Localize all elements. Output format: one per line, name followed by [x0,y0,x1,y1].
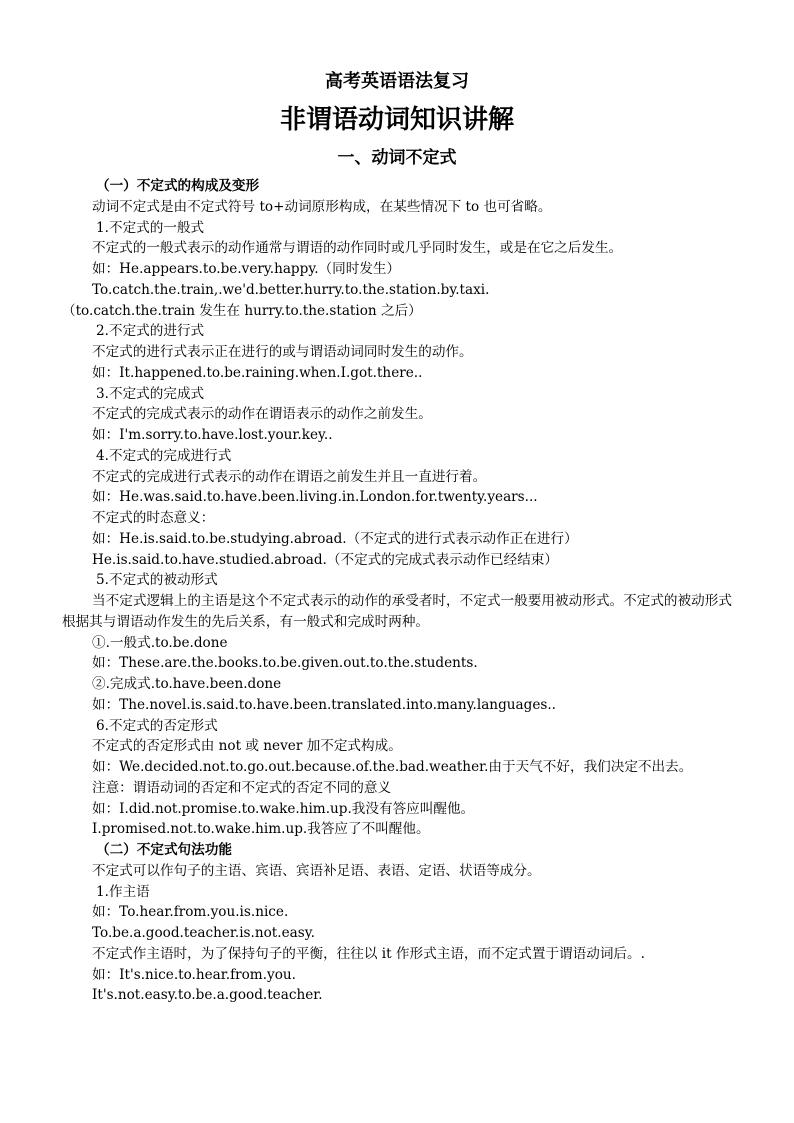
example-line: ①.一般式.to.be.done [92,634,228,651]
paragraph: 不定式的完成进行式表示的动作在谓语之前发生并且一直进行着。 [92,468,487,485]
paragraph: 动词不定式是由不定式符号 to+动词原形构成，在某些情况下 to 也可省略。 [92,198,552,215]
example-line: 如：To.hear.from.you.is.nice. [92,904,289,921]
example-line: To.catch.the.train,.we'd.better.hurry.to.the.station.by.taxi. [92,281,490,298]
example-line: 如：He.was.said.to.have.been.living.in.London.for.twenty.years... [92,489,538,506]
paragraph: 不定式的时态意义： [92,510,215,526]
document-title: 非谓语动词知识讲解 [279,105,514,135]
example-line: 如：I.did.not.promise.to.wake.him.up.我没有答应叫醒他。 [92,800,475,817]
point-title-subject: 1.作主语 [96,883,150,900]
example-line: He.is.said.to.have.studied.abroad.（不定式的完成式表示动作已经结束） [92,551,558,568]
example-line: I.promised.not.to.wake.him.up.我答应了不叫醒他。 [92,821,430,838]
point-title-4: 4.不定式的完成进行式 [96,447,232,464]
paragraph: 不定式可以作句子的主语、宾语、宾语补足语、表语、定语、状语等成分。 [92,862,541,879]
subsection-heading-1: （一）不定式的构成及变形 [96,178,260,194]
example-line: （to.catch.the.train 发生在 hurry.to.the.station 之后） [62,302,422,319]
example-line: 如：The.novel.is.said.to.have.been.translated.into.many.languages.. [92,696,556,713]
subsection-heading-2: （二）不定式句法功能 [96,842,232,858]
paragraph: 注意：谓语动词的否定和不定式的否定不同的意义 [92,779,392,796]
point-title-1: 1.不定式的一般式 [96,219,205,236]
example-line: 如：It's.nice.to.hear.from.you. [92,966,296,983]
example-line: ②.完成式.to.have.been.done [92,676,282,692]
example-line: It's.not.easy.to.be.a.good.teacher. [92,987,323,1004]
paragraph: 不定式作主语时，为了保持句子的平衡，往往以 it 作形式主语，而不定式置于谓语动词后。. [92,945,645,962]
example-line: 如：I'm.sorry.to.have.lost.your.key.. [92,427,333,443]
section-heading: 一、动词不定式 [337,148,457,168]
example-line: 如：He.is.said.to.be.studying.abroad.（不定式的进行式表示动作正在进行） [92,530,578,547]
document-subtitle: 高考英语语法复习 [325,71,469,92]
example-line: To.be.a.good.teacher.is.not.easy. [92,925,315,941]
example-line: 如：These.are.the.books.to.be.given.out.to.the.students. [92,655,478,672]
example-line: 如：We.decided.not.to.go.out.because.of.the.bad.weather.由于天气不好，我们决定不出去。 [92,759,693,775]
point-title-5: 5.不定式的被动形式 [96,572,218,589]
paragraph: 不定式的完成式表示的动作在谓语表示的动作之前发生。 [92,406,432,423]
point-title-3: 3.不定式的完成式 [96,385,205,402]
paragraph: 不定式的否定形式由 not 或 never 加不定式构成。 [92,738,402,755]
paragraph: 不定式的一般式表示的动作通常与谓语的动作同时或几乎同时发生，或是在它之后发生。 [92,240,623,257]
paragraph: 不定式的进行式表示正在进行的或与谓语动词同时发生的动作。 [92,344,473,360]
point-title-6: 6.不定式的否定形式 [96,717,218,734]
point-title-2: 2.不定式的进行式 [96,323,205,340]
example-line: 如：It.happened.to.be.raining.when.I.got.there.. [92,364,423,381]
paragraph: 当不定式逻辑上的主语是这个不定式表示的动作的承受者时，不定式一般要用被动形式。不定式的被动形式根据其与谓语动作发生的先后关系，有一般式和完成时两种。 [62,593,732,630]
example-line: 如：He.appears.to.be.very.happy.（同时发生） [92,261,401,277]
